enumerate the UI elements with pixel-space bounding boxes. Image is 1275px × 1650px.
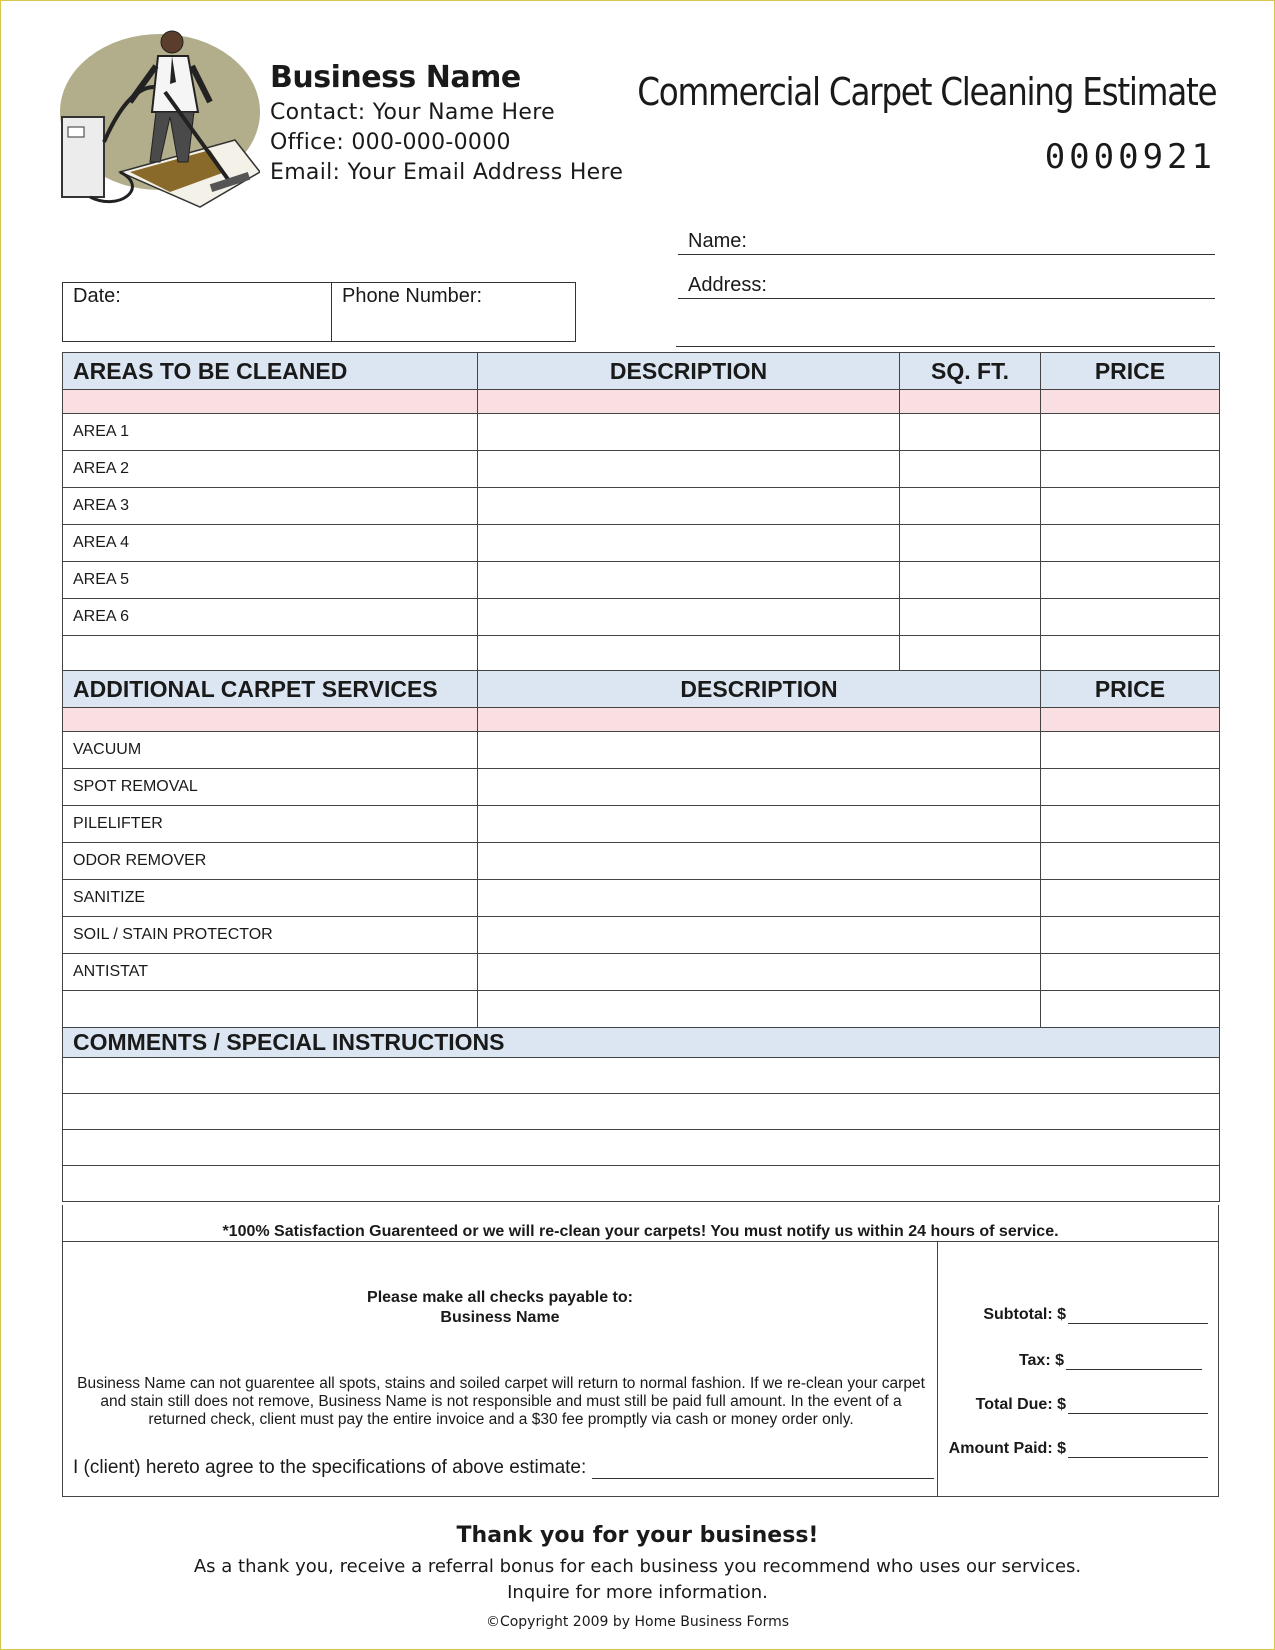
area-row-label[interactable] [63,636,478,673]
area-description-cell[interactable] [478,488,900,525]
comment-line[interactable] [63,1094,1220,1130]
service-row-label: ODOR REMOVER [63,843,478,880]
area-sqft-cell[interactable] [900,525,1041,562]
area-sqft-cell[interactable] [900,488,1041,525]
areas-header: AREAS TO BE CLEANED [63,353,478,390]
area-description-cell[interactable] [478,636,900,673]
area-price-cell[interactable] [1041,525,1220,562]
client-signature-field[interactable] [592,1458,934,1479]
service-price-cell[interactable] [1041,880,1220,917]
comment-line[interactable] [63,1058,1220,1094]
service-row-label: PILELIFTER [63,806,478,843]
area-row-label: AREA 1 [63,414,478,451]
service-description-cell[interactable] [478,843,1041,880]
area-description-cell[interactable] [478,414,900,451]
service-price-cell[interactable] [1041,991,1220,1028]
referral-text: As a thank you, receive a referral bonus for each business you recommend who uses our services. [193,1556,1082,1577]
address-label: Address: [688,274,767,296]
area-row-label: AREA 4 [63,525,478,562]
area-description-cell[interactable] [478,599,900,636]
area-price-cell[interactable] [1041,414,1220,451]
phone-label: Phone Number: [342,285,483,307]
guarantee-text: *100% Satisfaction Guarenteed or we will re-clean your carpets! You must notify us within 24 hours of service. [222,1223,1059,1240]
divider [63,1241,1218,1242]
copyright-text: ©Copyright 2009 by Home Business Forms [485,1614,790,1630]
comment-line[interactable] [63,1166,1220,1202]
comments-header: COMMENTS / SPECIAL INSTRUCTIONS [63,1028,1220,1058]
area-price-cell[interactable] [1041,451,1220,488]
area-row-label: AREA 2 [63,451,478,488]
total-due-label: Total Due: $ [975,1396,1066,1413]
address-field[interactable] [678,274,1215,299]
area-price-cell[interactable] [1041,599,1220,636]
divider [937,1241,938,1496]
agreement-label: I (client) hereto agree to the specifications of above estimate: [73,1457,587,1478]
checks-payable-label: Please make all checks payable to: [367,1289,633,1306]
comments-table [62,1027,1220,1202]
service-price-cell[interactable] [1041,954,1220,991]
disclaimer-text: Business Name can not guarentee all spots, stains and soiled carpet will return to normal fashion. If we re-clean your carpet and stain still does not remove, Business Name is not responsible and must still be paid full amount. In the event of a returned check, client must pay the entire invoice and a $30 fee promptly via cash or money order only. [77,1375,925,1428]
service-description-cell[interactable] [478,806,1041,843]
office-line: Office: 000-000-0000 [270,130,511,155]
service-row-label: SOIL / STAIN PROTECTOR [63,917,478,954]
email-line: Email: Your Email Address Here [270,160,624,185]
document-title: Commercial Carpet Cleaning Estimate [636,70,1216,114]
sqft-header: SQ. FT. [900,353,1041,390]
service-description-cell[interactable] [478,880,1041,917]
area-description-cell[interactable] [478,525,900,562]
areas-table [62,352,1220,673]
carpet-cleaner-logo [60,22,260,217]
date-field[interactable] [63,283,331,341]
service-price-cell[interactable] [1041,732,1220,769]
amount-paid-row [949,1439,1208,1458]
terms-box [62,1205,1219,1497]
phone-field[interactable] [331,283,575,341]
service-description-cell[interactable] [478,954,1041,991]
services-header: ADDITIONAL CARPET SERVICES [63,671,478,708]
date-label: Date: [73,285,121,307]
area-price-cell[interactable] [1041,488,1220,525]
inquire-text: Inquire for more information. [507,1582,768,1603]
address-field-line-2[interactable] [676,322,1215,347]
area-sqft-cell[interactable] [900,562,1041,599]
total-due-row [976,1395,1208,1414]
service-description-cell[interactable] [478,917,1041,954]
description-header: DESCRIPTION [478,353,900,390]
price-header: PRICE [1041,353,1220,390]
service-row-label: SANITIZE [63,880,478,917]
service-row-label: ANTISTAT [63,954,478,991]
date-phone-box [62,282,576,342]
service-price-cell[interactable] [1041,806,1220,843]
area-sqft-cell[interactable] [900,451,1041,488]
tax-row [1019,1351,1202,1370]
area-row-label: AREA 3 [63,488,478,525]
comment-line[interactable] [63,1130,1220,1166]
service-description-cell[interactable] [478,769,1041,806]
subtotal-label: Subtotal: $ [983,1306,1066,1323]
client-agreement [73,1457,934,1479]
service-row-label: VACUUM [63,732,478,769]
area-sqft-cell[interactable] [900,414,1041,451]
subtotal-row [983,1305,1208,1324]
service-price-cell[interactable] [1041,843,1220,880]
service-description-header: DESCRIPTION [478,671,1041,708]
service-price-cell[interactable] [1041,917,1220,954]
area-price-cell[interactable] [1041,562,1220,599]
name-field[interactable] [678,230,1215,255]
tax-label: Tax: $ [1018,1352,1064,1369]
estimate-number: 0000921 [1044,137,1216,177]
name-label: Name: [688,230,747,252]
area-price-cell[interactable] [1041,636,1220,673]
amount-paid-field[interactable] [1068,1439,1208,1458]
thank-you-heading: Thank you for your business! [456,1523,819,1548]
service-price-cell[interactable] [1041,769,1220,806]
area-row-label: AREA 5 [63,562,478,599]
area-sqft-cell[interactable] [900,599,1041,636]
area-sqft-cell[interactable] [900,636,1041,673]
contact-line: Contact: Your Name Here [270,100,555,125]
total-due-field[interactable] [1068,1395,1208,1414]
service-row-label: SPOT REMOVAL [63,769,478,806]
area-description-cell[interactable] [478,451,900,488]
service-description-cell[interactable] [478,991,1041,1028]
business-name: Business Name [270,60,521,95]
amount-paid-label: Amount Paid: $ [948,1440,1066,1457]
checks-payable [63,1288,937,1328]
area-description-cell[interactable] [478,562,900,599]
service-description-cell[interactable] [478,732,1041,769]
area-row-label: AREA 6 [63,599,478,636]
checks-payable-name: Business Name [440,1309,560,1326]
services-table [62,670,1220,1028]
service-row-label[interactable] [63,991,478,1028]
subtotal-field[interactable] [1068,1305,1208,1324]
tax-field[interactable] [1066,1351,1202,1370]
service-price-header: PRICE [1041,671,1220,708]
